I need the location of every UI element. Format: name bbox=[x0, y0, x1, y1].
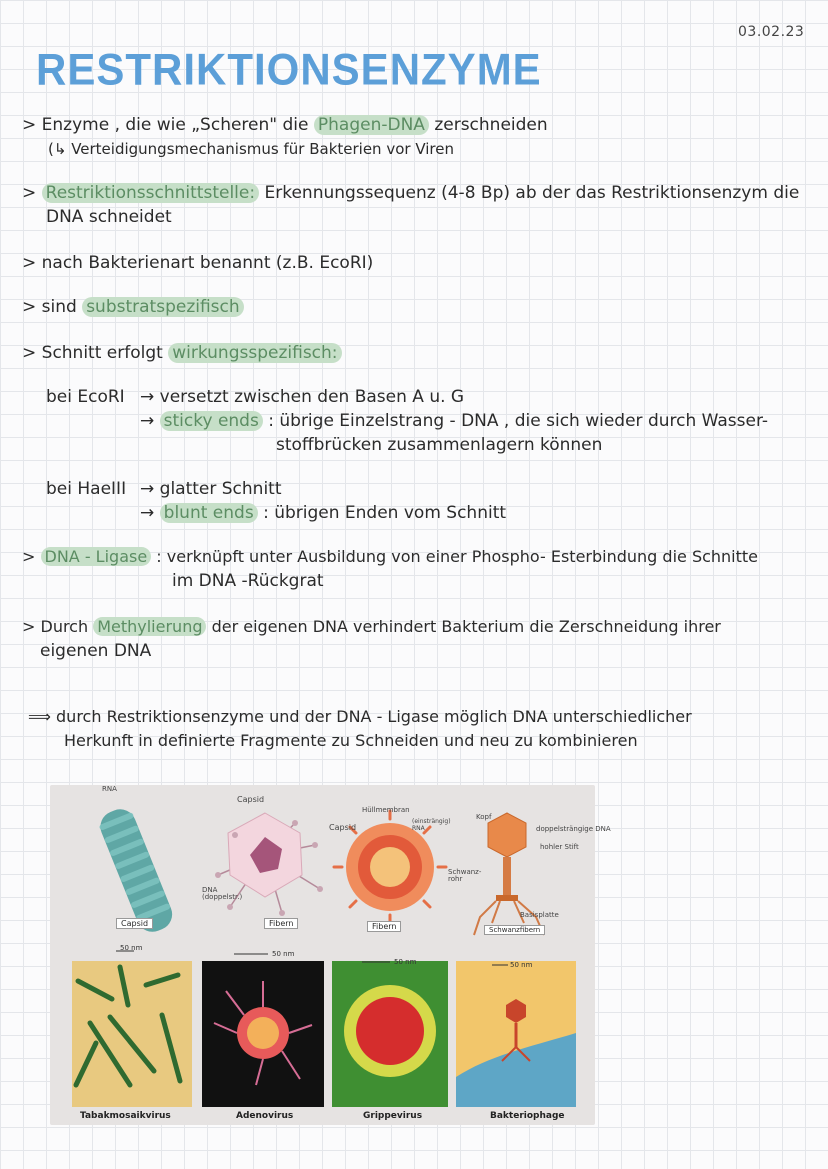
note-line: → versetzt zwischen den Basen A u. G bbox=[140, 387, 465, 407]
tmv-illustration bbox=[96, 804, 177, 936]
note-line: → blunt ends : übrigen Enden vom Schnitt bbox=[140, 503, 507, 523]
label-tail: Schwanz- rohr bbox=[448, 868, 482, 883]
note-label: bei HaeIII bbox=[46, 479, 127, 499]
note-line: im DNA -Rückgrat bbox=[172, 571, 324, 591]
note-line: > Schnitt erfolgt wirkungsspezifisch: bbox=[22, 342, 342, 364]
note-label: bei EcoRI bbox=[46, 387, 125, 407]
caption-adenovirus: Adenovirus bbox=[236, 1111, 294, 1121]
date: 03.02.23 bbox=[738, 24, 805, 40]
note-line: eigenen DNA bbox=[40, 641, 152, 661]
highlight: blunt ends bbox=[160, 503, 258, 523]
virus-illustrations bbox=[50, 785, 595, 1125]
highlight: substratspezifisch bbox=[82, 297, 243, 317]
highlight: sticky ends bbox=[160, 411, 263, 431]
note-line: > DNA - Ligase : verknüpft unter Ausbildung von einer Phospho- Esterbindung die Schnitte bbox=[22, 547, 759, 566]
label-fibers-adeno: Fibern bbox=[264, 918, 298, 929]
conclusion-line: ⟹ durch Restriktionsenzyme und der DNA - Ligase möglich DNA unterschiedlicher bbox=[28, 707, 692, 726]
label-envelope: Hüllmembran bbox=[362, 806, 410, 814]
highlight: Methylierung bbox=[93, 617, 206, 636]
tmv-photo bbox=[72, 961, 192, 1107]
note-line: DNA schneidet bbox=[46, 207, 172, 227]
label-capsid-tmv: Capsid bbox=[116, 918, 153, 929]
highlight: wirkungsspezifisch: bbox=[168, 343, 341, 363]
scale-bar: 50 nm bbox=[272, 950, 295, 958]
label-rna-flu: (einsträngig) RNA bbox=[412, 818, 451, 832]
note-line: > Durch Methylierung der eigenen DNA verhindert Bakterium die Zerschneidung ihrer bbox=[22, 617, 721, 636]
caption-phage: Bakteriophage bbox=[490, 1111, 565, 1121]
label-tail-tube: hohler Stift bbox=[540, 843, 579, 851]
scale-bar: 50 nm bbox=[510, 961, 533, 969]
caption-tmv: Tabakmosaikvirus bbox=[80, 1111, 171, 1121]
highlight: Restriktionsschnittstelle: bbox=[42, 183, 259, 203]
note-line: → glatter Schnitt bbox=[140, 479, 282, 499]
scale-bar: 50 nm bbox=[120, 944, 143, 952]
label-baseplate: Basisplatte bbox=[520, 911, 559, 919]
note-line: > Restriktionsschnittstelle: Erkennungssequenz (4-8 Bp) ab der das Restriktionsenzym die bbox=[22, 183, 800, 203]
caption-influenza: Grippevirus bbox=[363, 1111, 423, 1121]
phage-photo bbox=[456, 961, 576, 1107]
note-line: (↳ Verteidigungsmechanismus für Bakterien vor Viren bbox=[48, 140, 454, 158]
scale-bar: 50 nm bbox=[394, 958, 417, 966]
influenza-photo bbox=[332, 961, 448, 1107]
virus-figure bbox=[50, 785, 611, 1125]
label-dsdna: doppelsträngige DNA bbox=[536, 825, 611, 833]
note-line: > nach Bakterienart benannt (z.B. EcoRI) bbox=[22, 253, 374, 273]
label-fibers-flu: Fibern bbox=[367, 921, 401, 932]
label-tail-fibers: Schwanzfibern bbox=[484, 925, 545, 935]
note-line: → sticky ends : übrige Einzelstrang - DNA , die sich wieder durch Wasser- bbox=[140, 411, 769, 431]
note-line: > sind substratspezifisch bbox=[22, 296, 244, 318]
highlight: DNA - Ligase bbox=[41, 547, 152, 566]
adenovirus-photo bbox=[202, 961, 324, 1107]
label-rna: RNA bbox=[102, 785, 117, 793]
highlight: Phagen-DNA bbox=[314, 115, 429, 135]
note-line: stoffbrücken zusammenlagern können bbox=[276, 435, 603, 455]
note-line: > Enzyme , die wie „Scheren" die Phagen-DNA zerschneiden bbox=[22, 115, 548, 135]
label-capsid-adeno: Capsid bbox=[237, 795, 265, 804]
label-capsid-flu: Capsid bbox=[329, 823, 357, 832]
label-head: Kopf bbox=[476, 813, 492, 821]
label-dna-adeno: DNA (doppelstr.) bbox=[202, 886, 243, 901]
page-title: RESTRIKTIONSENZYME bbox=[36, 44, 542, 95]
conclusion-line: Herkunft in definierte Fragmente zu Schneiden und neu zu kombinieren bbox=[64, 731, 638, 750]
